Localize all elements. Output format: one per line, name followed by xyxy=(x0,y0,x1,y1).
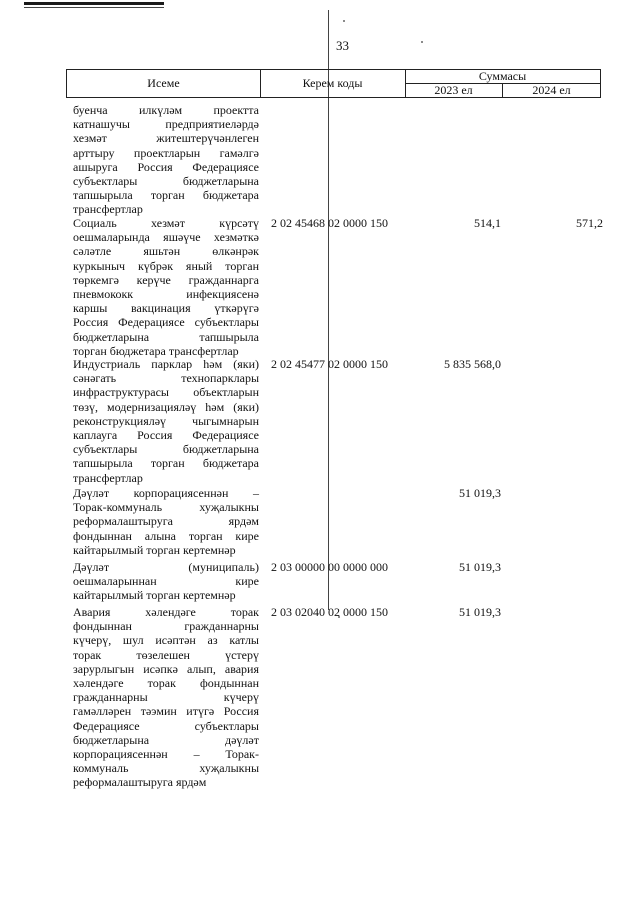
row-name-line: субъектлары бюджетларына xyxy=(73,174,259,189)
table-row xyxy=(73,605,603,790)
row-name-line: кайтарылмый торган кертемнәр xyxy=(73,542,236,557)
row-name-line: куркыныч күбрәк яный торган xyxy=(73,258,259,273)
row-name-line: төркемгә керүче гражданнарга xyxy=(73,272,259,287)
row-name-line: Авария хәлендәге торак xyxy=(73,605,259,619)
table-row xyxy=(73,357,603,485)
row-name-line: реформалаштыруга ярдәм xyxy=(73,775,207,790)
table-header xyxy=(66,69,601,98)
row-value-2024: 571,2 xyxy=(576,216,603,230)
row-name-line: гамәлләрен тәэмин итүгә Россия xyxy=(73,704,259,719)
page-number: 33 xyxy=(336,38,349,53)
header-sum: Суммасы xyxy=(405,70,600,84)
row-name-line: буенча илкүләм проектта xyxy=(73,103,259,117)
scan-edge-bar xyxy=(24,2,164,5)
row-name-line: корпорациясеннән – Торак- xyxy=(73,747,259,762)
row-name-line: каплауга Россия Федерациясе xyxy=(73,428,259,443)
row-name xyxy=(73,103,259,217)
row-name-line: фондыннан алына торган кире xyxy=(73,528,259,543)
row-name-line: фондыннан гражданнарны xyxy=(73,619,259,634)
scan-edge-line xyxy=(24,7,164,8)
row-name xyxy=(73,357,259,485)
row-value-2023: 51 019,3 xyxy=(459,486,501,500)
row-name-line: трансфертлар xyxy=(73,202,143,217)
row-name-line: кайтарылмый торган кертемнәр xyxy=(73,588,236,603)
row-code: 2 03 00000 00 0000 000 xyxy=(271,560,388,574)
row-name-line: ашыруга Россия Федерациясе xyxy=(73,159,259,174)
row-name-line: реформалаштыруга ярдәм xyxy=(73,514,259,529)
row-name-line: оешмаларыннан кире xyxy=(73,574,259,589)
row-name xyxy=(73,560,259,603)
row-name-line: трансфертлар xyxy=(73,470,143,485)
row-name-line: оешмаларында яшәүче хезмәткә xyxy=(73,230,259,245)
row-value-2023: 514,1 xyxy=(474,216,501,230)
row-name-line: гражданнарны күчерү xyxy=(73,690,259,705)
header-name: Исеме xyxy=(67,70,261,97)
row-name-line: хезмәт житештерүчәнлеген xyxy=(73,131,259,146)
header-code: Керем коды xyxy=(260,70,406,97)
row-name-line: субъектлары бюджетларына xyxy=(73,442,259,457)
row-name xyxy=(73,216,259,358)
row-name-line: Социаль хезмәт күрсәтү xyxy=(73,216,259,230)
row-name-line: каршы вакцинация үткәрүгә xyxy=(73,301,259,316)
row-name-line: бюджетларына дәүләт xyxy=(73,732,259,747)
row-name-line: Торак-коммуналь хуҗалыкны xyxy=(73,500,259,515)
table-row xyxy=(73,486,603,557)
row-name-line: коммуналь хуҗалыкны xyxy=(73,761,259,776)
scan-speck xyxy=(421,41,423,43)
header-year-2023: 2023 ел xyxy=(405,84,503,97)
row-name-line: сәләтле яшьтән өлкәнрәк xyxy=(73,244,259,259)
row-name-line: реконструкцияләү чыгымнарын xyxy=(73,413,259,428)
row-name-line: тапшырыла торган бюджетара xyxy=(73,188,259,203)
row-name-line: күчерү, шул исәптән аз катлы xyxy=(73,633,259,648)
row-name-line: хәлендәге торак фондыннан xyxy=(73,676,259,691)
header-year-2024: 2024 ел xyxy=(532,83,571,97)
row-value-2023: 5 835 568,0 xyxy=(444,357,501,371)
row-name-line: катнашучы предприятиеләрдә xyxy=(73,117,259,132)
row-name-line: пневмококк инфекциясенә xyxy=(73,287,259,302)
table-row xyxy=(73,103,603,217)
row-name-line: тапшырыла торган бюджетара xyxy=(73,456,259,471)
row-name xyxy=(73,605,259,790)
row-name-line: торган бюджетара трансфертлар xyxy=(73,343,239,358)
row-name-line: торак төзелешен үстерү xyxy=(73,647,259,662)
row-name-line: инфраструктурасы объектларын xyxy=(73,385,259,400)
row-name-line: Дәүләт (муниципаль) xyxy=(73,560,259,574)
row-name-line: төзү, модернизацияләү һәм (яки) xyxy=(73,399,259,414)
row-name-line: сәнәгать технопарклары xyxy=(73,371,259,386)
row-name-line: зарурлыгын исәпкә алып, авария xyxy=(73,661,259,676)
row-value-2023: 51 019,3 xyxy=(459,560,501,574)
row-code: 2 02 45468 02 0000 150 xyxy=(271,216,388,230)
row-name-line: бюджетларына тапшырыла xyxy=(73,329,259,344)
row-name-line: арттыру проектларын гамәлгә xyxy=(73,145,259,160)
row-code: 2 03 02040 02 0000 150 xyxy=(271,605,388,619)
row-name-line: Индустриаль парклар һәм (яки) xyxy=(73,357,259,371)
row-name-line: Россия Федерациясе субъектлары xyxy=(73,315,259,330)
table-row xyxy=(73,560,603,603)
row-code: 2 02 45477 02 0000 150 xyxy=(271,357,388,371)
row-name xyxy=(73,486,259,557)
table-row xyxy=(73,216,603,358)
row-value-2023: 51 019,3 xyxy=(459,605,501,619)
row-name-line: Дәүләт корпорациясеннән – xyxy=(73,486,259,500)
scan-speck xyxy=(343,20,345,22)
row-name-line: Федерациясе субъектлары xyxy=(73,718,259,733)
